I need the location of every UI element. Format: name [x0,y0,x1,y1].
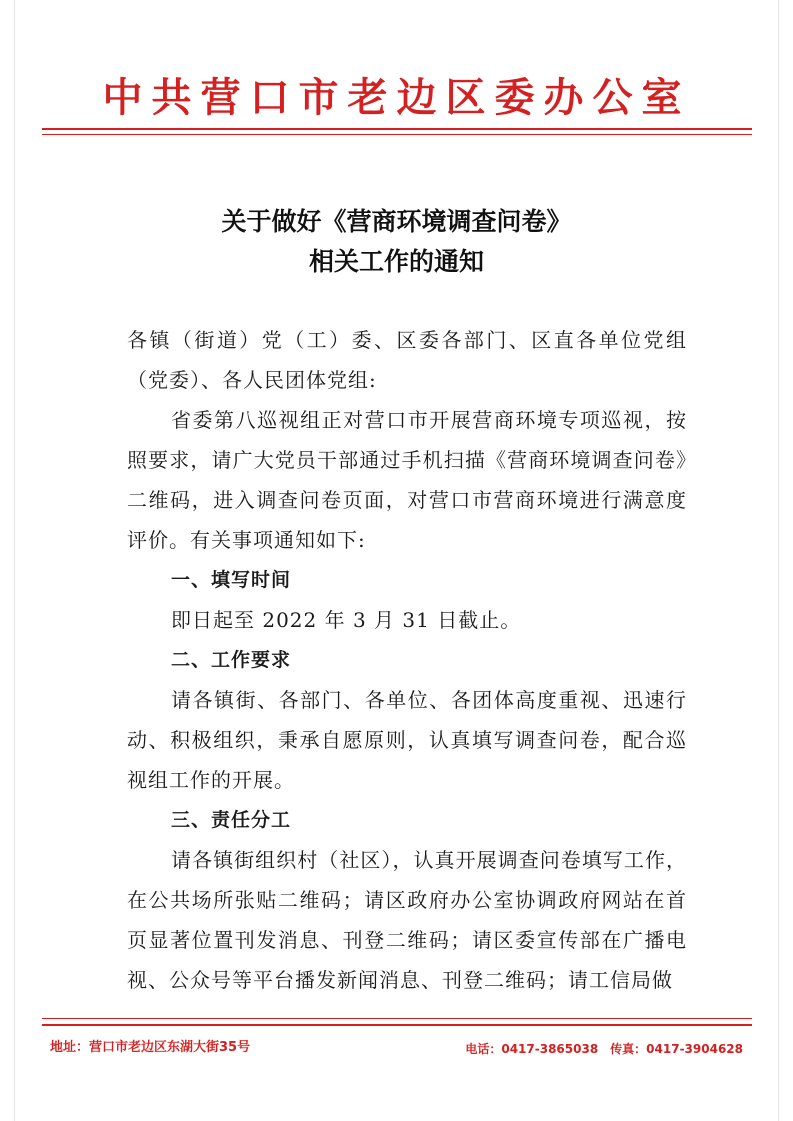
masthead-org-name: 中共营口市老边区委办公室 [102,74,691,121]
scan-edge-left [14,0,15,1121]
title-line-1: 关于做好《营商环境调查问卷》 [221,207,572,236]
salutation: 各镇（街道）党（工）委、区委各部门、区直各单位党组（党委）、各人民团体党组: [127,328,687,392]
footer-rule-thin [42,1018,752,1019]
document-title [0,202,793,282]
footer-phone: 电话：0417-3865038 [465,1042,599,1056]
footer-fax: 传真：0417-3904628 [610,1042,743,1056]
section-text-responsibilities: 请各镇街组织村（社区），认真开展调查问卷填写工作，在公共场所张贴二维码；请区政府办公室协调政府网站在首页显著位置刊发消息、刊登二维码；请区委宣传部在广播电视、公众号等平台播发新闻消息、刊登二维码；请工信局做 [127,848,687,992]
section-heading-requirements: 二、工作要求 [171,649,292,671]
document-body [127,320,687,1000]
title-line-2: 相关工作的通知 [308,247,484,276]
section-heading-time: 一、填写时间 [171,569,292,591]
section-heading-responsibilities: 三、责任分工 [171,809,292,831]
section-text-time: 即日起至 2022 年 3 月 31 日截止。 [171,608,522,632]
footer-contact [453,1040,743,1057]
footer-rule-thick [42,1024,752,1026]
footer-address: 地址：营口市老边区东湖大街35号 [50,1040,251,1055]
intro-paragraph: 省委第八巡视组正对营口市开展营商环境专项巡视，按照要求，请广大党员干部通过手机扫描《营商环境调查问卷》二维码，进入调查问卷页面，对营口市营商环境进行满意度评价。有关事项通知如下: [127,408,687,552]
masthead-rule-thin [42,134,752,135]
section-text-requirements: 请各镇街、各部门、各单位、各团体高度重视、迅速行动、积极组织，秉承自愿原则，认真填写调查问卷，配合巡视组工作的开展。 [127,688,687,792]
masthead-rule-thick [42,128,752,130]
scan-edge-right [778,0,779,1121]
